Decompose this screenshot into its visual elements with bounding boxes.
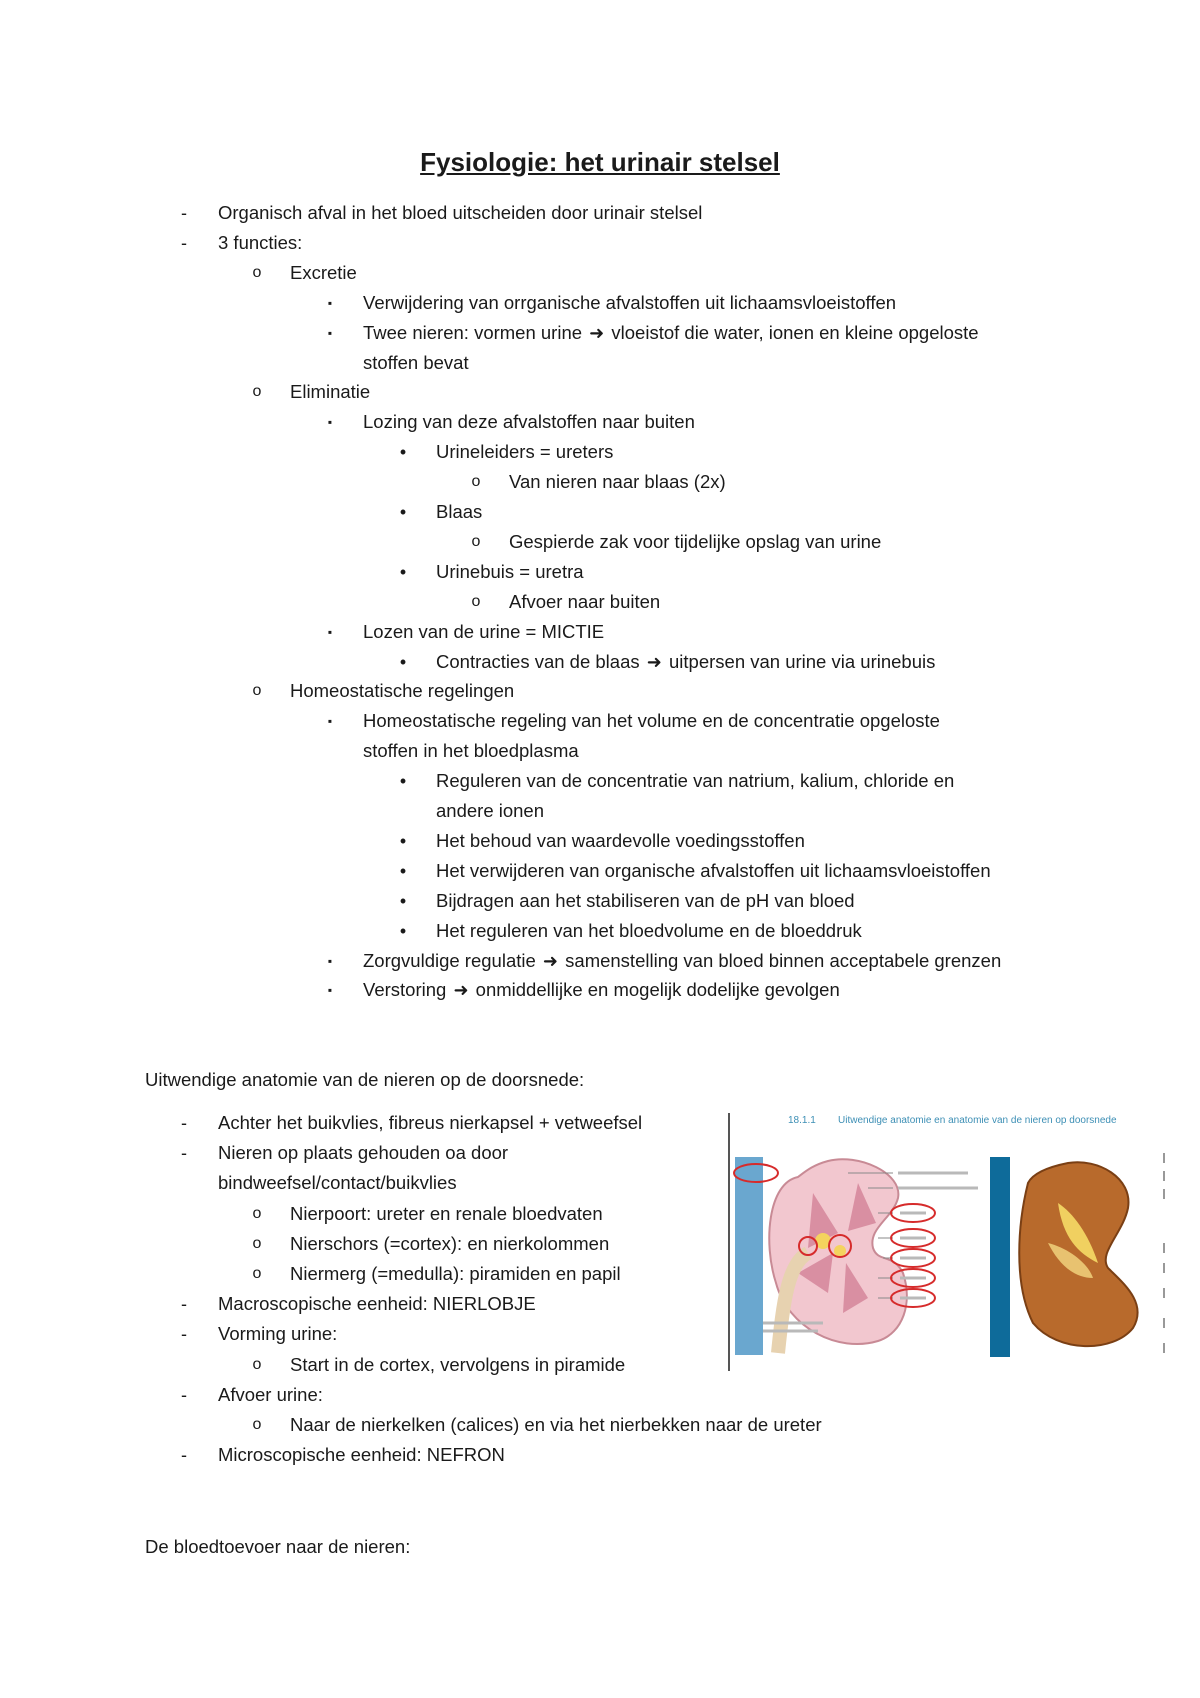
- list-item: Bijdragen aan het stabiliseren van de pH van bloed: [436, 889, 855, 911]
- list-item: Reguleren van de concentratie van natrium, kalium, chloride en: [436, 770, 955, 792]
- list-item: Gespierde zak voor tijdelijke opslag van urine: [509, 530, 882, 552]
- circle-bullet-icon: o: [252, 1355, 262, 1373]
- arrow-right-icon: ➜: [646, 651, 662, 672]
- list-item: Verwijdering van orrganische afvalstoffen uit lichaamsvloeistoffen: [363, 291, 897, 313]
- dot-bullet-icon: •: [399, 651, 407, 672]
- dot-bullet-icon: •: [399, 442, 407, 463]
- list-item-text: onmiddellijke en mogelijk dodelijke gevolgen: [470, 979, 840, 1001]
- kidney-figure: [728, 1113, 1168, 1371]
- page-title: Fysiologie: het urinair stelsel: [420, 147, 780, 177]
- figure-caption: Uitwendige anatomie en anatomie van de nieren op doorsnede: [838, 1115, 1117, 1126]
- list-item: Lozing van deze afvalstoffen naar buiten: [363, 411, 695, 433]
- list-item: stoffen in het bloedplasma: [363, 740, 579, 762]
- square-bullet-icon: ▪: [327, 624, 333, 639]
- arrow-right-icon: ➜: [453, 980, 469, 1001]
- list-item: [436, 650, 935, 674]
- dot-bullet-icon: •: [399, 771, 407, 792]
- square-bullet-icon: ▪: [327, 295, 333, 310]
- list-item: Afvoer urine:: [218, 1383, 323, 1405]
- list-item: Het behoud van waardevolle voedingsstoffen: [436, 829, 805, 851]
- list-item-text: Contracties van de blaas: [436, 650, 645, 672]
- list-item-text: samenstelling van bloed binnen acceptabele grenzen: [560, 949, 1002, 971]
- circle-bullet-icon: o: [471, 532, 481, 550]
- list-item: [363, 978, 840, 1002]
- dot-bullet-icon: •: [399, 890, 407, 911]
- dot-bullet-icon: •: [399, 502, 407, 522]
- dot-bullet-icon: •: [399, 830, 407, 851]
- list-item: Van nieren naar blaas (2x): [509, 471, 726, 493]
- list-item-text: vloeistof die water, ionen en kleine opgeloste: [606, 321, 979, 343]
- circle-bullet-icon: o: [471, 473, 481, 491]
- list-item: Niermerg (=medulla): piramiden en papil: [290, 1263, 621, 1284]
- list-item: Vorming urine:: [218, 1323, 338, 1345]
- list-item: Homeostatische regeling van het volume en de concentratie opgeloste: [363, 710, 940, 732]
- dash-bullet-icon: -: [181, 1324, 187, 1345]
- dash-bullet-icon: -: [181, 1294, 187, 1315]
- square-bullet-icon: ▪: [327, 953, 333, 968]
- dash-bullet-icon: -: [181, 1445, 187, 1466]
- dot-bullet-icon: •: [399, 561, 407, 582]
- dash-bullet-icon: -: [181, 1143, 187, 1164]
- section-heading-blood-supply: De bloedtoevoer naar de nieren:: [145, 1536, 411, 1557]
- list-item: Het reguleren van het bloedvolume en de bloeddruk: [436, 919, 862, 941]
- list-item: Nierpoort: ureter en renale bloedvaten: [290, 1202, 603, 1224]
- dash-bullet-icon: -: [181, 203, 187, 223]
- list-item: Lozen van de urine = MICTIE: [363, 620, 605, 642]
- list-item: Nieren op plaats gehouden oa door: [218, 1142, 509, 1164]
- list-item-text: uitpersen van urine via urinebuis: [663, 650, 936, 672]
- list-item: Nierschors (=cortex): en nierkolommen: [290, 1232, 610, 1254]
- circle-bullet-icon: o: [252, 1416, 262, 1433]
- circle-bullet-icon: o: [252, 1234, 262, 1252]
- list-item: Start in de cortex, vervolgens in piramide: [290, 1353, 626, 1375]
- dot-bullet-icon: •: [399, 920, 407, 941]
- list-item: Macroscopische eenheid: NIERLOBJE: [218, 1293, 536, 1315]
- circle-bullet-icon: o: [252, 263, 262, 281]
- square-bullet-icon: ▪: [327, 983, 333, 998]
- circle-bullet-icon: o: [252, 1265, 262, 1282]
- list-item: andere ionen: [436, 800, 545, 821]
- list-item-text: Twee nieren: vormen urine: [363, 321, 588, 343]
- list-item: Naar de nierkelken (calices) en via het nierbekken naar de ureter: [290, 1414, 822, 1435]
- list-item: [363, 949, 1001, 973]
- kidney-illustration: [728, 1113, 1168, 1371]
- figure-number: 18.1.1: [788, 1115, 816, 1126]
- list-item: Achter het buikvlies, fibreus nierkapsel + vetweefsel: [218, 1112, 643, 1133]
- arrow-right-icon: ➜: [542, 950, 559, 971]
- list-item-text: Zorgvuldige regulatie: [363, 949, 541, 971]
- square-bullet-icon: ▪: [327, 415, 333, 430]
- dash-bullet-icon: -: [181, 1113, 187, 1133]
- list-item: Blaas: [436, 501, 483, 522]
- list-item-text: Verstoring: [363, 979, 452, 1001]
- list-item: Organisch afval in het bloed uitscheiden door urinair stelsel: [218, 202, 703, 223]
- dash-bullet-icon: -: [181, 1384, 187, 1405]
- list-item: Excretie: [290, 261, 357, 283]
- square-bullet-icon: ▪: [327, 714, 333, 729]
- list-item: Urinebuis = uretra: [436, 560, 584, 582]
- list-item: Homeostatische regelingen: [290, 680, 515, 702]
- list-item: Het verwijderen van organische afvalstoffen uit lichaamsvloeistoffen: [436, 859, 991, 881]
- square-bullet-icon: ▪: [327, 325, 333, 340]
- list-item: Eliminatie: [290, 381, 371, 403]
- arrow-right-icon: ➜: [589, 322, 605, 343]
- circle-bullet-icon: o: [252, 682, 262, 700]
- list-item: 3 functies:: [218, 231, 303, 253]
- circle-bullet-icon: o: [252, 1204, 262, 1222]
- list-item: bindweefsel/contact/buikvlies: [218, 1172, 457, 1194]
- list-item: [363, 321, 979, 345]
- list-item: Afvoer naar buiten: [509, 590, 661, 612]
- list-item: stoffen bevat: [363, 351, 469, 373]
- dash-bullet-icon: -: [181, 232, 187, 253]
- section-heading-anatomy: Uitwendige anatomie van de nieren op de doorsnede:: [145, 1069, 585, 1090]
- list-item: Urineleiders = ureters: [436, 441, 614, 463]
- circle-bullet-icon: o: [252, 383, 262, 401]
- dot-bullet-icon: •: [399, 860, 407, 881]
- list-item: Microscopische eenheid: NEFRON: [218, 1444, 505, 1466]
- circle-bullet-icon: o: [471, 592, 481, 610]
